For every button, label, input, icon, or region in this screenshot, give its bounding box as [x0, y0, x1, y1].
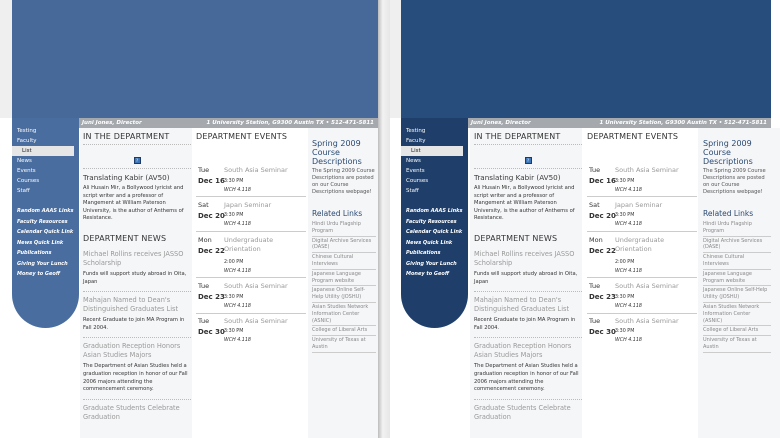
event-day: Mon [589, 236, 603, 244]
feature-body: Ali Husain Mir, a Bollywood lyricist and script writer and a professor of Mangement at William Paterson University, is the author of Anthems of Resistance. [474, 185, 575, 222]
header-banner [401, 0, 771, 118]
news-title[interactable]: Mahajan Named to Dean's Distinguished Graduates List [474, 296, 570, 314]
event-location: WCH 4.118 [615, 188, 642, 193]
news-title[interactable]: Michael Rollins receives JASSO Scholarship [474, 249, 575, 267]
related-link[interactable]: Asian Studies Network Information Center (ASNIC) [703, 304, 771, 326]
related-link[interactable]: University of Texas at Austin [703, 337, 771, 353]
event-location: WCH 4.118 [615, 338, 642, 343]
news-body: The Department of Asian Studies held a graduation reception in honor of our Fall 2006 majors attending the commencement ceremony. [474, 363, 579, 393]
events-heading: DEPARTMENT EVENTS [196, 132, 288, 141]
nav-item-testing[interactable]: Testing [406, 128, 426, 134]
event-date: Dec 20 [589, 212, 616, 220]
news-heading: DEPARTMENT NEWS [474, 233, 558, 243]
event-time: 3:30 PM [224, 295, 244, 300]
event-date: Dec 23 [198, 293, 225, 301]
news-title[interactable]: Graduation Reception Honors Asian Studies Majors [83, 342, 181, 360]
news-title[interactable]: Graduate Students Celebrate Graduation [474, 403, 571, 421]
events-heading: DEPARTMENT EVENTS [587, 132, 679, 141]
image-placeholder-icon: ? [525, 157, 532, 164]
related-link[interactable]: Digital Archive Services (DASE) [312, 238, 376, 254]
news-body: Recent Graduate to join MA Program in Fall 2004. [83, 317, 185, 331]
director-text: Juni Jones, Director [471, 120, 531, 126]
news-body: Recent Graduate to join MA Program in Fall 2004. [474, 317, 576, 331]
related-link[interactable]: University of Texas at Austin [312, 337, 376, 353]
page-gutter [378, 0, 390, 438]
right-column [703, 128, 771, 438]
quick-link[interactable]: News Quick Link [406, 239, 453, 246]
news-title[interactable]: Michael Rollins receives JASSO Scholarship [83, 249, 184, 267]
event-location: WCH 4.118 [615, 222, 642, 227]
address-text: 1 University Station, G9300 Austin TX • 512-471-5811 [206, 120, 374, 126]
event-time: 2:00 PM [615, 260, 635, 265]
event-date: Dec 23 [589, 293, 616, 301]
event-date: Dec 30 [589, 328, 616, 336]
nav-item-staff[interactable]: Staff [17, 188, 30, 194]
related-link[interactable]: Asian Studies Network Information Center (ASNIC) [312, 304, 376, 326]
course-desc-title[interactable]: Spring 2009 Course Descriptions [312, 139, 362, 166]
event-time: 3:30 PM [615, 329, 635, 334]
related-link[interactable]: Japanese Language Program website [703, 271, 771, 287]
event-title[interactable]: South Asia Seminar [615, 166, 679, 174]
related-link[interactable]: Japanese Online Self-Help Utility (JOSHU) [312, 287, 376, 303]
quick-link[interactable]: Giving Your Lunch [406, 260, 457, 267]
event-title[interactable]: South Asia Seminar [224, 317, 288, 325]
feature-title[interactable]: Translating Kabir (AV50) [83, 173, 170, 182]
events-column [196, 128, 306, 438]
event-location: WCH 4.118 [615, 269, 642, 274]
nav-item-courses[interactable]: Courses [406, 178, 429, 184]
event-title[interactable]: Japan Seminar [224, 201, 272, 209]
related-link[interactable]: Japanese Language Program website [312, 271, 376, 287]
nav-item-news[interactable]: News [17, 158, 32, 164]
events-column [587, 128, 697, 438]
nav-item-list[interactable]: List [401, 146, 463, 156]
director-text: Juni Jones, Director [82, 120, 142, 126]
quick-link[interactable]: Money to Geoff [406, 271, 450, 277]
event-time: 3:30 PM [615, 213, 635, 218]
related-link[interactable]: Hindi Urdu Flagship Program [312, 221, 376, 237]
event-title[interactable]: Undergraduate Orientation [615, 236, 665, 253]
quick-link[interactable]: Random AAAS Links [406, 208, 463, 214]
dept-heading: IN THE DEPARTMENT [474, 132, 561, 141]
quick-link[interactable]: Publications [17, 250, 52, 256]
related-links-heading: Related Links [703, 209, 754, 218]
right-column [312, 128, 376, 438]
nav-item-news[interactable]: News [406, 158, 421, 164]
event-date: Dec 16 [589, 177, 616, 185]
course-desc-body: The Spring 2009 Course Descriptions are posted on our Course Descriptions webpage! [312, 168, 375, 195]
quick-link[interactable]: Publications [406, 250, 441, 256]
nav-item-testing[interactable]: Testing [17, 128, 37, 134]
quick-link[interactable]: Calendar Quick Link [406, 229, 463, 235]
sidebar [12, 118, 79, 328]
feature-body: Ali Husain Mir, a Bollywood lyricist and script writer and a professor of Mangement at William Paterson University, is the author of Anthems of Resistance. [83, 185, 184, 222]
event-time: 3:30 PM [615, 295, 635, 300]
event-date: Dec 30 [198, 328, 225, 336]
event-location: WCH 4.118 [224, 338, 251, 343]
header-banner [12, 0, 378, 118]
quick-link[interactable]: News Quick Link [17, 239, 64, 246]
feature-title[interactable]: Translating Kabir (AV50) [474, 173, 561, 182]
layout-preview-left [0, 0, 378, 438]
event-date: Dec 22 [198, 247, 225, 255]
event-location: WCH 4.118 [224, 222, 251, 227]
event-day: Sat [589, 201, 600, 209]
news-body: Funds will support study abroad in Oita, Japan [474, 270, 578, 285]
event-location: WCH 4.118 [224, 304, 251, 309]
event-date: Dec 22 [589, 247, 616, 255]
quick-link[interactable]: Money to Geoff [17, 271, 61, 277]
dept-column [474, 128, 582, 438]
news-body: Funds will support study abroad in Oita, Japan [83, 270, 187, 285]
nav-item-faculty[interactable]: Faculty [17, 138, 37, 144]
news-title[interactable]: Graduation Reception Honors Asian Studies Majors [474, 342, 572, 360]
address-text: 1 University Station, G9300 Austin TX • 512-471-5811 [599, 120, 767, 126]
event-day: Tue [198, 166, 210, 174]
quick-link[interactable]: Calendar Quick Link [17, 229, 74, 235]
event-day: Tue [589, 317, 601, 325]
event-day: Mon [198, 236, 212, 244]
event-date: Dec 20 [198, 212, 225, 220]
event-time: 3:30 PM [224, 329, 244, 334]
course-desc-body: The Spring 2009 Course Descriptions are posted on our Course Descriptions webpage! [703, 168, 766, 195]
nav-item-faculty[interactable]: Faculty [406, 138, 426, 144]
event-time: 3:30 PM [224, 179, 244, 184]
related-links-heading: Related Links [312, 209, 363, 218]
event-title[interactable]: South Asia Seminar [224, 166, 288, 174]
related-link[interactable]: Hindi Urdu Flagship Program [703, 221, 771, 237]
right-edge-strip [390, 0, 401, 118]
event-title[interactable]: South Asia Seminar [615, 317, 679, 325]
nav-item-staff[interactable]: Staff [406, 188, 419, 194]
event-day: Tue [589, 166, 601, 174]
related-link[interactable]: College of Liberal Arts [703, 327, 771, 336]
event-time: 2:00 PM [224, 260, 244, 265]
related-link[interactable]: College of Liberal Arts [312, 327, 376, 336]
event-location: WCH 4.118 [224, 188, 251, 193]
event-time: 3:30 PM [615, 179, 635, 184]
related-link[interactable]: Chinese Cultural Interviews [312, 254, 376, 270]
related-link[interactable]: Japanese Online Self-Help Utility (JOSHU) [703, 287, 771, 303]
nav-item-events[interactable]: Events [406, 168, 425, 174]
quick-link[interactable]: Faculty Resources [17, 218, 68, 225]
dept-column [83, 128, 191, 438]
image-placeholder-icon: ? [134, 157, 141, 164]
news-body: The Department of Asian Studies held a graduation reception in honor of our Fall 2006 majors attending the commencement ceremony. [83, 363, 188, 393]
event-day: Sat [198, 201, 209, 209]
event-title[interactable]: South Asia Seminar [615, 282, 679, 290]
quick-link[interactable]: Giving Your Lunch [17, 260, 68, 267]
nav-item-courses[interactable]: Courses [17, 178, 40, 184]
sidebar [401, 118, 468, 328]
event-title[interactable]: South Asia Seminar [224, 282, 288, 290]
event-location: WCH 4.118 [615, 304, 642, 309]
nav-item-events[interactable]: Events [17, 168, 36, 174]
event-location: WCH 4.118 [224, 269, 251, 274]
news-title[interactable]: Graduate Students Celebrate Graduation [83, 403, 180, 421]
event-day: Tue [198, 282, 210, 290]
dept-heading: IN THE DEPARTMENT [83, 132, 170, 141]
related-link[interactable]: Chinese Cultural Interviews [703, 254, 771, 270]
nav-item-list[interactable]: List [12, 146, 74, 156]
layout-preview-right [390, 0, 780, 438]
event-day: Tue [589, 282, 601, 290]
left-edge-strip [0, 0, 12, 118]
news-title[interactable]: Mahajan Named to Dean's Distinguished Graduates List [83, 296, 179, 314]
quick-link[interactable]: Faculty Resources [406, 218, 457, 225]
event-time: 3:30 PM [224, 213, 244, 218]
event-title[interactable]: Japan Seminar [615, 201, 663, 209]
related-link[interactable]: Digital Archive Services (DASE) [703, 238, 771, 254]
event-title[interactable]: Undergraduate Orientation [224, 236, 274, 253]
quick-link[interactable]: Random AAAS Links [17, 208, 74, 214]
course-desc-title[interactable]: Spring 2009 Course Descriptions [703, 139, 753, 166]
event-date: Dec 16 [198, 177, 225, 185]
news-heading: DEPARTMENT NEWS [83, 233, 167, 243]
event-day: Tue [198, 317, 210, 325]
